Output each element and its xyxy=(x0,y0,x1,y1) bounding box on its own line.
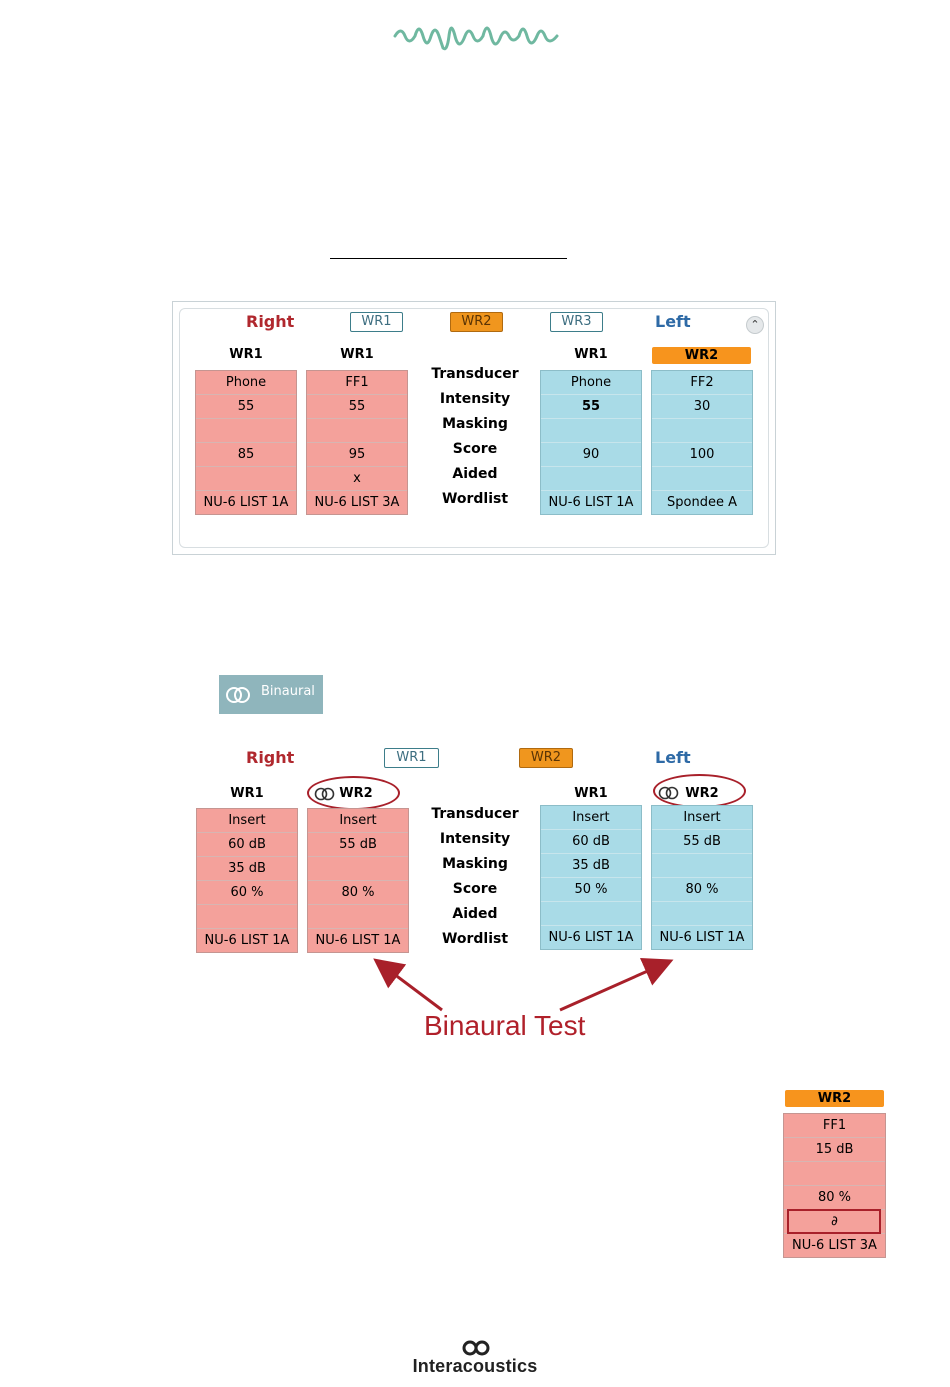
left-wr2-column[interactable] xyxy=(651,805,753,950)
wordlist-cell[interactable]: NU-6 LIST 1A xyxy=(548,495,634,510)
score-cell[interactable]: 100 xyxy=(652,443,752,467)
right-col1-head: WR1 xyxy=(229,347,263,362)
transducer-cell[interactable]: FF2 xyxy=(652,371,752,395)
row-label-score: Score xyxy=(452,441,498,457)
score-cell[interactable]: 85 xyxy=(196,443,296,467)
transducer-cell[interactable]: Phone xyxy=(541,371,641,395)
brand-name: Interacoustics xyxy=(412,1356,538,1376)
wordlist-cell[interactable]: NU-6 LIST 1A xyxy=(203,495,289,510)
score-cell[interactable]: 50 % xyxy=(541,878,641,902)
highlight-oval xyxy=(307,776,400,810)
score-cell[interactable]: 60 % xyxy=(197,881,297,905)
row-label-intensity: Intensity xyxy=(439,831,511,847)
wordlist-cell[interactable]: NU-6 LIST 3A xyxy=(314,495,400,510)
intensity-cell[interactable]: 55 dB xyxy=(652,830,752,854)
right-col2-head: WR2 xyxy=(339,786,373,801)
row-label-aided: Aided xyxy=(452,906,498,922)
right-wr2-column[interactable] xyxy=(307,808,409,953)
row-label-score: Score xyxy=(452,881,498,897)
left-col2-head[interactable]: WR2 xyxy=(652,347,751,364)
score-cell[interactable]: 80 % xyxy=(784,1186,885,1210)
transducer-cell[interactable]: Insert xyxy=(541,806,641,830)
transducer-cell[interactable]: Insert xyxy=(308,809,408,833)
aided-cell[interactable]: x xyxy=(307,467,407,491)
left-wr1-column[interactable] xyxy=(540,805,642,950)
row-label-wordlist: Wordlist xyxy=(441,491,509,507)
masking-cell[interactable] xyxy=(652,419,752,443)
binaural-label: Binaural xyxy=(261,684,315,699)
tab-wr2[interactable]: WR2 xyxy=(519,748,573,768)
left-ear-label: Left xyxy=(655,748,691,767)
wordlist-cell[interactable]: Spondee A xyxy=(667,495,737,510)
aided-highlight-box xyxy=(787,1209,881,1234)
wr2-head[interactable]: WR2 xyxy=(785,1090,884,1107)
row-label-masking: Masking xyxy=(442,416,508,432)
intensity-cell[interactable]: 55 xyxy=(196,395,296,419)
transducer-cell[interactable]: Phone xyxy=(196,371,296,395)
right-wr1-column[interactable] xyxy=(195,370,297,515)
right-col1-head: WR1 xyxy=(230,786,264,801)
right-wr1-column[interactable] xyxy=(196,808,298,953)
binaural-test-annotation: Binaural Test xyxy=(424,1010,586,1041)
masking-cell[interactable] xyxy=(196,419,296,443)
intensity-cell[interactable]: 60 dB xyxy=(197,833,297,857)
left-wr1-column[interactable] xyxy=(540,370,642,515)
masking-cell[interactable] xyxy=(784,1162,885,1186)
row-labels xyxy=(420,362,530,512)
tab-wr1[interactable]: WR1 xyxy=(384,748,439,768)
binaural-ears-icon xyxy=(225,684,251,706)
row-labels xyxy=(420,802,530,952)
row-label-intensity: Intensity xyxy=(439,391,511,407)
right-ear-label: Right xyxy=(246,312,295,331)
transducer-cell[interactable]: FF1 xyxy=(307,371,407,395)
masking-cell[interactable] xyxy=(307,419,407,443)
masking-cell[interactable] xyxy=(652,854,752,878)
right-ff1-column[interactable] xyxy=(306,370,408,515)
row-label-aided: Aided xyxy=(452,466,498,482)
right-ear-label: Right xyxy=(246,748,295,767)
score-cell[interactable]: 80 % xyxy=(308,881,408,905)
tab-wr1[interactable]: WR1 xyxy=(350,312,403,332)
intensity-cell[interactable]: 15 dB xyxy=(784,1138,885,1162)
sound-wave-icon xyxy=(393,18,559,54)
aided-cell[interactable] xyxy=(652,467,752,491)
divider-line xyxy=(330,258,567,259)
aided-cell[interactable] xyxy=(197,905,297,929)
left-wr2-column[interactable] xyxy=(651,370,753,515)
score-cell[interactable]: 95 xyxy=(307,443,407,467)
right-col2-head: WR1 xyxy=(340,347,374,362)
wordlist-cell[interactable]: NU-6 LIST 1A xyxy=(315,933,401,948)
masking-cell[interactable]: 35 dB xyxy=(197,857,297,881)
aided-cell[interactable] xyxy=(196,467,296,491)
wordlist-cell[interactable]: NU-6 LIST 1A xyxy=(659,930,745,945)
transducer-cell[interactable]: Insert xyxy=(197,809,297,833)
left-col1-head: WR1 xyxy=(574,347,608,362)
highlight-oval xyxy=(653,774,746,808)
tab-wr3[interactable]: WR3 xyxy=(550,312,603,332)
wordlist-cell[interactable]: NU-6 LIST 3A xyxy=(792,1238,877,1253)
ear-icon: ∂ xyxy=(831,1214,838,1229)
double-chevron-up-icon[interactable]: ⌃ xyxy=(746,316,764,334)
binaural-button[interactable] xyxy=(219,675,323,714)
masking-cell[interactable]: 35 dB xyxy=(541,854,641,878)
aided-cell[interactable] xyxy=(308,905,408,929)
intensity-cell[interactable]: 55 xyxy=(541,395,641,419)
left-col1-head: WR1 xyxy=(574,786,608,801)
ff1-column[interactable] xyxy=(783,1113,886,1258)
left-col2-head: WR2 xyxy=(685,786,719,801)
interacoustics-logo-icon xyxy=(459,1340,493,1356)
intensity-cell[interactable]: 60 dB xyxy=(541,830,641,854)
intensity-cell[interactable]: 55 dB xyxy=(308,833,408,857)
aided-cell[interactable] xyxy=(652,902,752,926)
row-label-transducer: Transducer xyxy=(431,366,519,382)
row-label-wordlist: Wordlist xyxy=(441,931,509,947)
tab-wr2[interactable]: WR2 xyxy=(450,312,503,332)
masking-cell[interactable] xyxy=(308,857,408,881)
aided-cell[interactable] xyxy=(541,902,641,926)
row-label-transducer: Transducer xyxy=(431,806,519,822)
score-cell[interactable]: 90 xyxy=(541,443,641,467)
intensity-cell[interactable]: 30 xyxy=(652,395,752,419)
aided-cell[interactable] xyxy=(541,467,641,491)
transducer-cell[interactable]: Insert xyxy=(652,806,752,830)
intensity-cell[interactable]: 55 xyxy=(307,395,407,419)
transducer-cell[interactable]: FF1 xyxy=(784,1114,885,1138)
wordlist-cell[interactable]: NU-6 LIST 1A xyxy=(204,933,290,948)
left-ear-label: Left xyxy=(655,312,691,331)
row-label-masking: Masking xyxy=(442,856,508,872)
wordlist-cell[interactable]: NU-6 LIST 1A xyxy=(548,930,634,945)
masking-cell[interactable] xyxy=(541,419,641,443)
score-cell[interactable]: 80 % xyxy=(652,878,752,902)
